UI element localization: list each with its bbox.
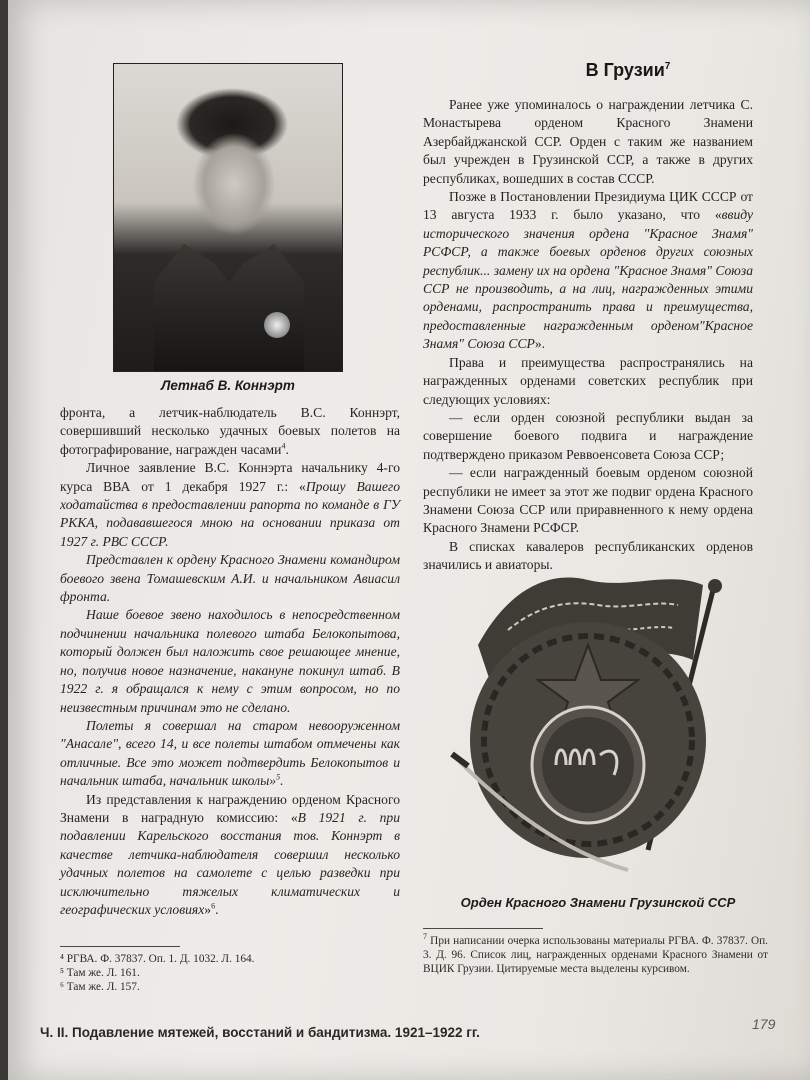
- left-para-1: фронта, а летчик-наблюдатель В.С. Коннэрт, совершивший несколько удачных боевых полетов на фотографирование, награжден часами$^4$.: [60, 405, 400, 457]
- portrait-photo: [113, 63, 343, 372]
- book-page: [8, 0, 810, 1080]
- left-para-6: Из представления к награждению орденом Красного Знамени в наградную комиссию: «В 1921 г. при подавлении Карельского восстания тов. Коннэрт в качестве летчика-наблюдателя совершил несколько удачных полетов на самолете с целью разведки при исключительно тяжелых климатических и географических условиях»$^6$.: [60, 791, 401, 917]
- page-number: 179: [752, 1016, 776, 1032]
- right-footnote: $^7$ При написании очерка использованы материалы РГВА. Ф. 37837. Оп. 3. Д. 96. Список лиц, награжденных орденами Красного Знамени от ВЦИК Грузии. Цитируемые места выделены курсивом.: [423, 932, 768, 975]
- right-para-2: Позже в Постановлении Президиума ЦИК СССР от 13 августа 1933 г. было указано, что «ввиду исторического значения ордена "Красное Знамя" РСФСР, а также боевых орденов других союзных республик... замену их на ордена "Красное Знамя" Союза ССР не производить, а на лиц, награжденных этими орденами, распространить права и преимущества, предоставленные награжденным орденом"Красное Знамя" Союза ССР».: [423, 189, 753, 352]
- section-heading: В Грузии$^7$: [585, 60, 671, 80]
- left-footnotes: [60, 952, 390, 994]
- footnote-rule-left: [60, 946, 180, 947]
- footnote-4: ⁴ РГВА. Ф. 37837. Оп. 1. Д. 1032. Л. 164.: [60, 953, 255, 965]
- footnote-6: ⁶ Там же. Л. 157.: [60, 981, 140, 993]
- left-para-5: Полеты я совершал на старом невооруженном "Анасале", всего 14, и все полеты штабом отмечены как отличные. Все это может подтвердить Белокопытов и начальник штаба, начальник школы»$^5$.: [60, 717, 400, 789]
- right-para-4: — если орден союзной республики выдан за совершение боевого подвига и награждение подтверждено приказом Реввоенсовета Союза ССР;: [423, 409, 753, 462]
- right-para-5: — если награжденный боевым орденом союзной республики не имеет за этот же подвиг ордена Красного Знамени Союза ССР или приравненного к нему ордена Красного Знамени РСФСР.: [423, 465, 753, 536]
- left-para-2: Личное заявление В.С. Коннэрта начальнику 4-го курса ВВА от 1 декабря 1927 г.: «Прошу Вашего ходатайства в предоставлении рапорта по команде в ГУ РККА, подававшегося мною на основании приказа от 1927 г. РВС СССР.: [60, 460, 400, 549]
- right-column: [423, 96, 753, 575]
- badge-caption: Орден Красного Знамени Грузинской ССР: [460, 895, 736, 910]
- photo-caption: Летнаб В. Коннэрт: [161, 378, 295, 393]
- uniform-shape: [154, 244, 304, 371]
- footnote-5: ⁵ Там же. Л. 161.: [60, 967, 140, 979]
- right-para-3: Права и преимущества распространялись на награжденных орденами советских республик при следующих условиях:: [423, 354, 753, 407]
- left-para-4: Наше боевое звено находилось в непосредственном подчинении начальника полевого штаба Белокопытова, который должен был наложить свое решающее мнение, но, получив новое назначение, накануне покинул штаб. В 1922 г. я обращался к нему с этим вопросом, но по неизвестным причинам это не сделано.: [60, 607, 400, 715]
- right-para-1: Ранее уже упоминалось о награждении летчика С. Монастырева орденом Красного Знамени Азербайджанской ССР. Орден с таким же названием был учрежден в Грузинской ССР, а также в других республиках, вошедших в состав СССР.: [423, 97, 753, 186]
- running-footer: Ч. II. Подавление мятежей, восстаний и бандитизма. 1921–1922 гг.: [40, 1025, 480, 1040]
- right-para-6: В списках кавалеров республиканских орденов значились и авиаторы.: [423, 538, 753, 573]
- left-column: [60, 404, 400, 919]
- georgian-order-badge-image: [438, 550, 738, 880]
- left-para-3: Представлен к ордену Красного Знамени командиром боевого звена Томашевским А.И. и начальником Авиасил фронта.: [60, 552, 400, 605]
- order-pin-icon: [264, 312, 290, 338]
- footnote-rule-right: [423, 928, 543, 929]
